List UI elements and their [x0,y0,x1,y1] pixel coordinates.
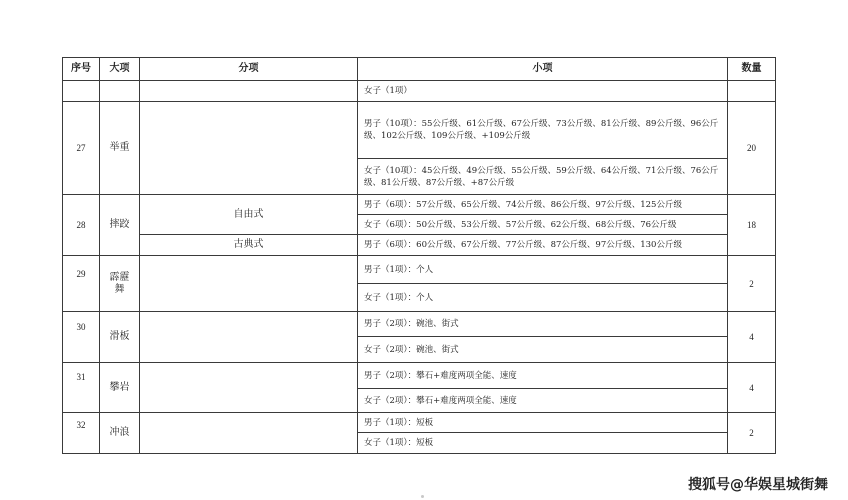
cell-sub: 古典式 [140,235,358,256]
cell-qty: 2 [728,256,776,312]
header-sub: 分项 [140,58,358,81]
cell-seq [63,81,100,102]
cell-minor: 女子（1项）：短板 [358,433,728,454]
table-row [63,312,776,337]
cell-minor: 男子（2项）：攀石+难度两项全能、速度 [358,363,728,389]
cell-seq: 28 [63,195,100,256]
cell-major: 冲浪 [100,413,140,454]
table-row [63,363,776,389]
cell-minor: 男子（2项）：碗池、街式 [358,312,728,337]
header-seq: 序号 [63,58,100,81]
cell-major: 霹靂舞 [100,256,140,312]
page-marker-dot [421,495,424,498]
table-header-row [63,58,776,81]
events-table [62,57,776,454]
cell-minor: 女子（2项）：碗池、街式 [358,337,728,363]
cell-seq: 29 [63,256,100,312]
cell-major: 攀岩 [100,363,140,413]
cell-minor: 女子（2项）：攀石+难度两项全能、速度 [358,389,728,413]
cell-qty [728,81,776,102]
header-minor: 小项 [358,58,728,81]
cell-seq: 30 [63,312,100,363]
cell-major: 举重 [100,102,140,195]
cell-minor: 男子（1项）：个人 [358,256,728,284]
table-row [63,81,776,102]
cell-sub [140,256,358,312]
header-major: 大项 [100,58,140,81]
cell-qty: 4 [728,363,776,413]
table-row [63,256,776,284]
cell-seq: 31 [63,363,100,413]
cell-sub [140,413,358,454]
cell-sub [140,102,358,195]
table-row [63,102,776,159]
cell-minor: 男子（6项）：57公斤级、65公斤级、74公斤级、86公斤级、97公斤级、125公斤级 [358,195,728,215]
cell-qty: 18 [728,195,776,256]
cell-sub: 自由式 [140,195,358,235]
cell-minor: 男子（10项）：55公斤级、61公斤级、67公斤级、73公斤级、81公斤级、89公斤级、96公斤级、102公斤级、109公斤级、+109公斤级 [358,102,728,159]
watermark: 搜狐号@华娱星城街舞 [688,477,828,493]
cell-sub [140,81,358,102]
cell-minor: 女子（1项） [358,81,728,102]
cell-sub [140,363,358,413]
cell-seq: 32 [63,413,100,454]
table-row [63,235,776,256]
cell-minor: 女子（1项）：个人 [358,284,728,312]
table-row [63,413,776,433]
cell-major [100,81,140,102]
cell-major: 摔跤 [100,195,140,256]
cell-minor: 女子（10项）：45公斤级、49公斤级、55公斤级、59公斤级、64公斤级、71公斤级、76公斤级、81公斤级、87公斤级、+87公斤级 [358,159,728,195]
cell-sub [140,312,358,363]
table-row [63,195,776,215]
cell-qty: 20 [728,102,776,195]
cell-seq: 27 [63,102,100,195]
cell-minor: 男子（1项）：短板 [358,413,728,433]
cell-minor: 女子（6项）：50公斤级、53公斤级、57公斤级、62公斤级、68公斤级、76公斤级 [358,215,728,235]
cell-major: 滑板 [100,312,140,363]
cell-qty: 2 [728,413,776,454]
cell-minor: 男子（6项）：60公斤级、67公斤级、77公斤级、87公斤级、97公斤级、130公斤级 [358,235,728,256]
cell-qty: 4 [728,312,776,363]
header-qty: 数量 [728,58,776,81]
